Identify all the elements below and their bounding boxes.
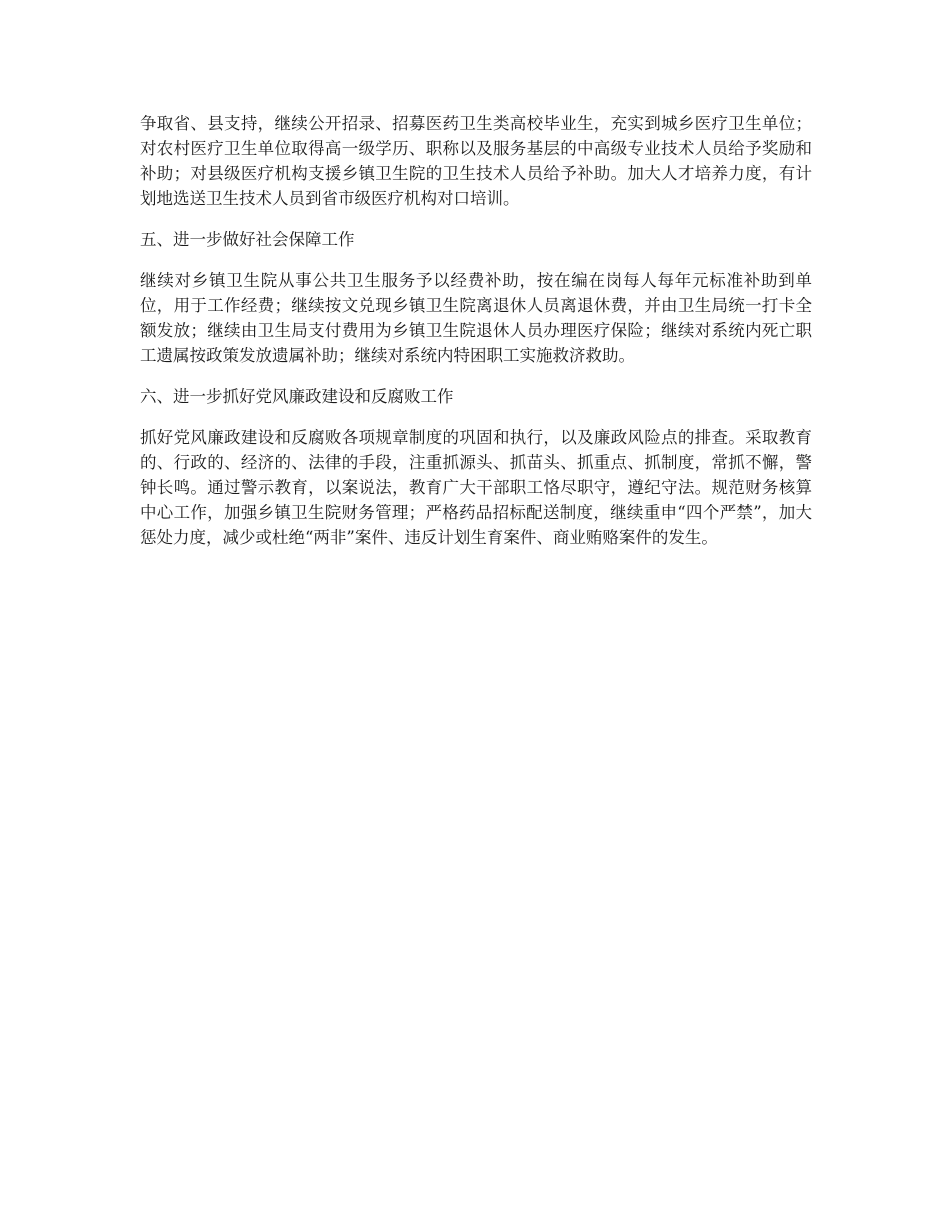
paragraph-talent-support: 争取省、县支持，继续公开招录、招募医药卫生类高校毕业生，充实到城乡医疗卫生单位；对农村医疗卫生单位取得高一级学历、职称以及服务基层的中高级专业技术人员给予奖励和补助；对县级医疗机构支援乡镇卫生院的卫生技术人员给予补助。加大人才培养力度，有计划地选送卫生技术人员到省市级医疗机构对口培训。 [140,114,812,208]
document-body [140,111,812,566]
section-heading-social-security: 五、进一步做好社会保障工作 [140,230,355,249]
paragraph-social-security: 继续对乡镇卫生院从事公共卫生服务予以经费补助，按在编在岗每人每年元标准补助到单位，用于工作经费；继续按文兑现乡镇卫生院离退休人员离退休费，并由卫生局统一打卡全额发放；继续由卫生局支付费用为乡镇卫生院退休人员办理医疗保险；继续对系统内死亡职工遗属按政策发放遗属补助；继续对系统内特困职工实施救济救助。 [140,271,812,365]
paragraph-anti-corruption: 抓好党风廉政建设和反腐败各项规章制度的巩固和执行，以及廉政风险点的排查。采取教育的、行政的、经济的、法律的手段，注重抓源头、抓苗头、抓重点、抓制度，常抓不懈，警钟长鸣。通过警示教育，以案说法，教育广大干部职工恪尽职守，遵纪守法。规范财务核算中心工作，加强乡镇卫生院财务管理；严格药品招标配送制度，继续重申“四个严禁”，加大惩处力度，减少或杜绝“两非”案件、违反计划生育案件、商业贿赂案件的发生。 [140,428,812,547]
section-heading-anti-corruption: 六、进一步抓好党风廉政建设和反腐败工作 [140,387,454,406]
